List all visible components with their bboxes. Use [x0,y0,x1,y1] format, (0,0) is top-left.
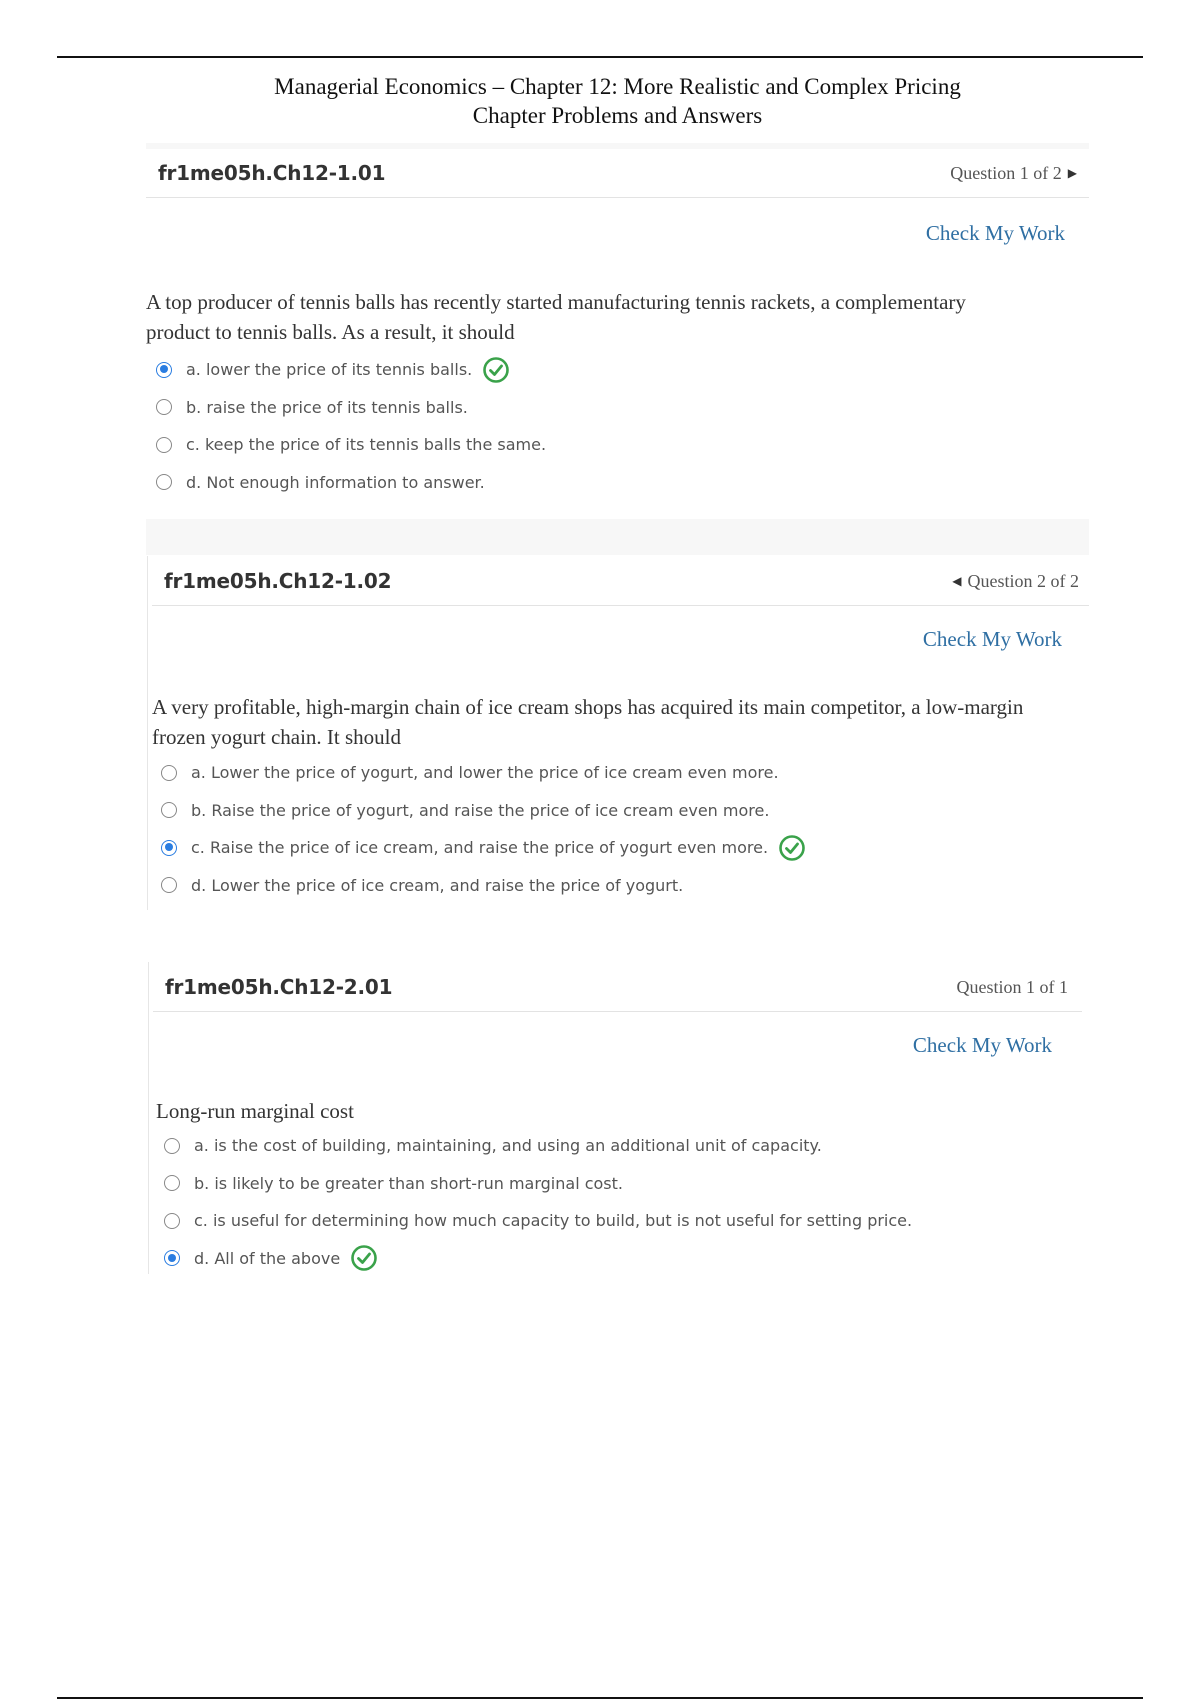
check-circle-icon [482,356,510,384]
answer-option[interactable] [156,351,546,389]
check-circle-icon [778,834,806,862]
radio-selected[interactable] [164,1250,180,1266]
question-2-header [152,557,1089,606]
question-1-position: Question 1 of 2 [950,163,1062,183]
question-2-nav [952,571,1079,592]
answer-option[interactable] [156,464,546,502]
answer-option[interactable] [161,829,806,867]
answer-option-label: a. lower the price of its tennis balls. [186,360,473,380]
question-1-prompt [146,287,1089,347]
question-1-bottom-band [146,519,1089,555]
answer-option[interactable] [164,1240,912,1278]
bottom-divider [57,1697,1143,1699]
answer-option[interactable] [156,426,546,464]
question-1-prompt-line-2: product to tennis balls. As a result, it should [146,320,515,344]
radio-button[interactable] [164,1175,180,1191]
question-card-2 [152,557,1089,907]
question-2-id: fr1me05h.Ch12-1.02 [164,569,392,593]
answer-option-label: b. Raise the price of yogurt, and raise the price of ice cream even more. [191,800,770,820]
answer-option-label: c. Raise the price of ice cream, and raise the price of yogurt even more. [191,838,769,858]
question-3-id: fr1me05h.Ch12-2.01 [165,975,393,999]
answer-option-label: d. Lower the price of ice cream, and raise the price of yogurt. [191,875,684,895]
answer-option-label: c. keep the price of its tennis balls the same. [186,435,547,455]
caret-left-icon[interactable]: ◀ [952,574,962,588]
question-1-nav [950,163,1077,184]
radio-button[interactable] [161,802,177,818]
question-3-prompt-line-1: Long-run marginal cost [156,1099,354,1123]
question-2-left-border [147,556,148,910]
question-card-3 [153,963,1082,1273]
answer-option-label: d. Not enough information to answer. [186,472,485,492]
question-1-id: fr1me05h.Ch12-1.01 [158,161,386,185]
answer-option-label: b. raise the price of its tennis balls. [186,397,468,417]
radio-button[interactable] [164,1213,180,1229]
question-2-prompt-line-2: frozen yogurt chain. It should [152,725,402,749]
question-3-options [164,1127,912,1277]
check-my-work-button[interactable]: Check My Work [922,627,1062,651]
document-header [0,72,1200,130]
radio-button[interactable] [161,877,177,893]
answer-option-label: a. is the cost of building, maintaining, and using an additional unit of capacity. [194,1136,822,1156]
radio-button[interactable] [156,399,172,415]
radio-button[interactable] [161,765,177,781]
check-my-work-button[interactable]: Check My Work [912,1033,1052,1057]
caret-right-icon[interactable]: ▶ [1067,166,1077,180]
answer-option[interactable] [164,1127,912,1165]
radio-selected[interactable] [156,362,172,378]
check-my-work-button[interactable]: Check My Work [925,221,1065,245]
question-2-prompt-line-1: A very profitable, high-margin chain of ice cream shops has acquired its main competitor, a low-margin [152,695,1024,719]
question-3-header [153,963,1082,1012]
document-subtitle: Chapter Problems and Answers [472,103,763,128]
question-1-header [146,149,1089,198]
radio-button[interactable] [156,437,172,453]
question-2-position: Question 2 of 2 [967,571,1079,591]
question-2-options [161,754,806,904]
answer-option-label: c. is useful for determining how much capacity to build, but is not useful for setting price. [194,1211,913,1231]
answer-option[interactable] [164,1165,912,1203]
answer-option-label: b. is likely to be greater than short-run marginal cost. [194,1173,623,1193]
radio-button[interactable] [164,1138,180,1154]
answer-option[interactable] [156,389,546,427]
question-1-prompt-line-1: A top producer of tennis balls has recently started manufacturing tennis rackets, a complementary [146,290,966,314]
answer-option-label: d. All of the above [194,1248,341,1268]
question-3-nav [957,977,1069,998]
answer-option[interactable] [161,867,806,905]
question-2-prompt [152,692,1089,752]
radio-selected[interactable] [161,840,177,856]
document-title: Managerial Economics – Chapter 12: More Realistic and Complex Pricing [274,74,961,99]
answer-option[interactable] [164,1202,912,1240]
question-3-position: Question 1 of 1 [956,977,1068,997]
top-divider [57,56,1143,58]
question-card-1 [146,149,1089,519]
radio-button[interactable] [156,474,172,490]
answer-option[interactable] [161,792,806,830]
check-circle-icon [350,1244,378,1272]
answer-option-label: a. Lower the price of yogurt, and lower the price of ice cream even more. [191,763,779,783]
question-3-left-border [148,962,149,1274]
answer-option[interactable] [161,754,806,792]
question-1-options [156,351,546,501]
question-3-prompt [156,1096,1082,1126]
